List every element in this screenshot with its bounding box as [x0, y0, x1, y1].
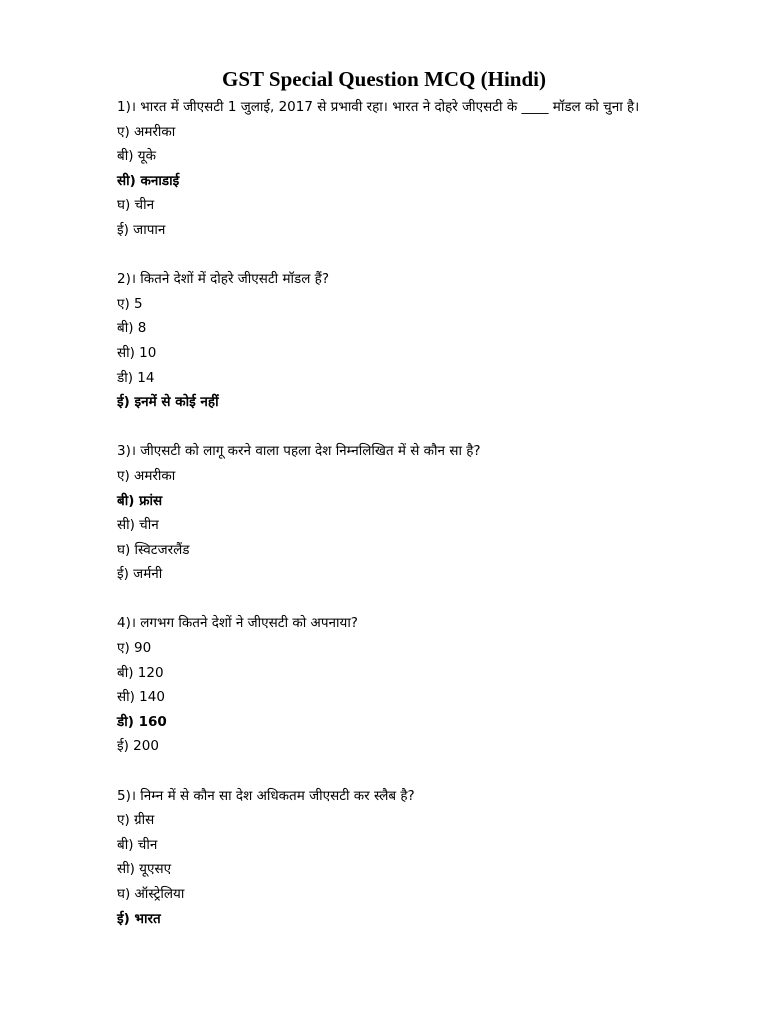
question-text: 5)। निम्न में से कौन सा देश अधिकतम जीएसटी कर स्लैब है?: [117, 787, 415, 804]
option-a: ए) 90: [117, 640, 152, 657]
option-c: सी) 140: [117, 689, 165, 706]
option-b: बी) यूके: [117, 148, 156, 165]
question-2: [117, 267, 657, 415]
question-3: [117, 439, 657, 587]
question-text: 3)। जीएसटी को लागू करने वाला पहला देश निम्नलिखित में से कौन सा है?: [117, 443, 481, 460]
option-e: ई) 200: [117, 738, 159, 755]
option-c: सी) 10: [117, 344, 157, 361]
question-4: [117, 611, 657, 759]
option-e: ई) जर्मनी: [117, 566, 163, 583]
option-c-correct: सी) कनाडाई: [117, 172, 180, 189]
option-b: बी) चीन: [117, 836, 158, 853]
option-e: ई) जापान: [117, 221, 166, 238]
option-d: घ) चीन: [117, 197, 155, 214]
option-d: घ) स्विटजरलैंड: [117, 541, 190, 558]
option-a: ए) 5: [117, 295, 143, 312]
option-a: ए) अमरीका: [117, 123, 176, 140]
option-a: ए) अमरीका: [117, 467, 176, 484]
document-title: GST Special Question MCQ (Hindi): [222, 67, 546, 91]
option-c: सी) यूएसए: [117, 861, 172, 878]
option-b: बी) 120: [117, 664, 164, 681]
option-e-correct: ई) इनमें से कोई नहीं: [117, 394, 219, 411]
option-d-correct: डी) 160: [117, 713, 167, 730]
question-list: [117, 95, 657, 956]
option-d: डी) 14: [117, 369, 155, 386]
option-d: घ) ऑस्ट्रेलिया: [117, 886, 185, 902]
option-b-correct: बी) फ्रांस: [117, 492, 163, 509]
option-b: बी) 8: [117, 320, 147, 337]
question-5: [117, 784, 657, 932]
option-e-correct: ई) भारत: [117, 910, 161, 927]
option-c: सी) चीन: [117, 517, 159, 534]
question-1: [117, 95, 657, 243]
question-text: 2)। कितने देशों में दोहरे जीएसटी मॉडल हैं?: [117, 271, 330, 288]
option-a: ए) ग्रीस: [117, 812, 155, 829]
question-text: 1)। भारत में जीएसटी 1 जुलाई, 2017 से प्रभावी रहा। भारत ने दोहरे जीएसटी के ____ मॉडल को चुना है।: [117, 99, 640, 115]
question-text: 4)। लगभग कितने देशों ने जीएसटी को अपनाया?: [117, 615, 358, 632]
